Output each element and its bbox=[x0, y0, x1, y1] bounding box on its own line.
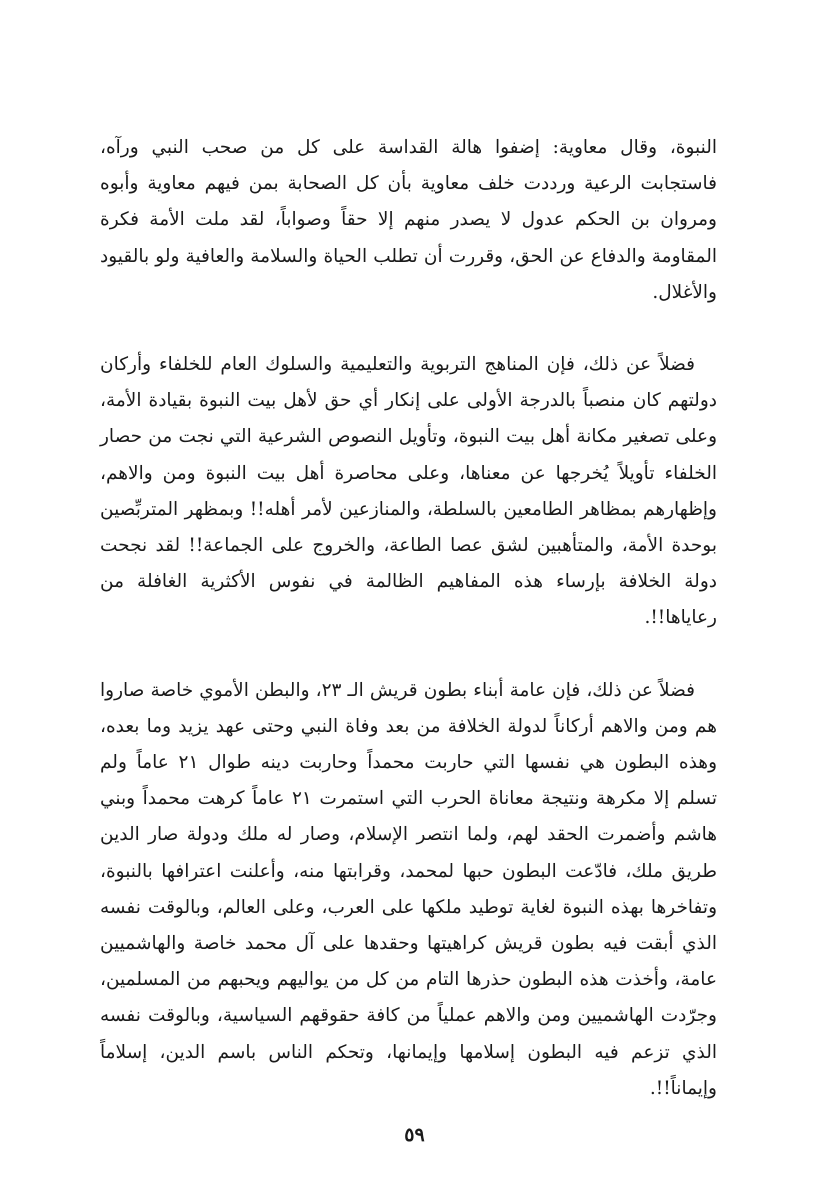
paragraph-2: فضلاً عن ذلك، فإن المناهج التربوية والتعليمية والسلوك العام للخلفاء وأركان دولتهم كان منصباً بالدرجة الأولى على إنكار أي حق لأهل بيت النبوة بقيادة الأمة، وعلى تصغير مكانة أهل بيت النبوة، وتأويل النصوص الشرعية التي نجت من حصار الخلفاء تأويلاً يُخرجها عن معناها، وعلى محاصرة أهل بيت النبوة ومن والاهم، وإظهارهم بمظاهر الطامعين بالسلطة، والمنازعين لأمر أهله!! وبمظهر المتربِّصين بوحدة الأمة، والمتأهبين لشق عصا الطاعة، والخروج على الجماعة!! لقد نجحت دولة الخلافة بإرساء هذه المفاهيم الظالمة في نفوس الأكثرية الغافلة من رعاياها!!. bbox=[100, 354, 717, 629]
paragraph-1: النبوة، وقال معاوية: إضفوا هالة القداسة على كل من صحب النبي ورآه، فاستجابت الرعية ورددت خلف معاوية بأن كل الصحابة بمن فيهم معاوية وأبوه ومروان بن الحكم عدول لا يصدر منهم إلا حقاً وصواباً، لقد ملت الأمة فكرة المقاومة والدفاع عن الحق، وقررت أن تطلب الحياة والسلامة والعافية ولو بالقيود والأغلال. bbox=[100, 137, 717, 303]
page-number: ٥٩ bbox=[404, 1124, 425, 1146]
page-body bbox=[100, 130, 717, 1107]
paragraph-3: فضلاً عن ذلك، فإن عامة أبناء بطون قريش الـ ٢٣، والبطن الأموي خاصة صاروا هم ومن والاهم أركاناً لدولة الخلافة من بعد وفاة النبي وحتى عهد يزيد وما بعده، وهذه البطون هي نفسها التي حاربت محمداً وحاربت دينه طوال ٢١ عاماً ولم تسلم إلا مكرهة ونتيجة معاناة الحرب التي استمرت ٢١ عاماً كرهت محمداً وبني هاشم وأضمرت الحقد لهم، ولما انتصر الإسلام، وصار له ملك ودولة صار الدين طريق ملك، فادّعت البطون حبها لمحمد، وقرابتها منه، وأعلنت اعترافها بالنبوة، وتفاخرها بهذه النبوة لغاية توطيد ملكها على العرب، وعلى العالم، وبالوقت نفسه الذي أبقت فيه بطون قريش كراهيتها وحقدها على آل محمد خاصة والهاشميين عامة، وأخذت هذه البطون حذرها التام من كل من يواليهم ويحبهم من المسلمين، وجرّدت الهاشميين ومن والاهم عملياً من كافة حقوقهم السياسية، وبالوقت نفسه الذي تزعم فيه البطون إسلامها وإيمانها، وتحكم الناس باسم الدين، إسلاماً وإيماناً!!. bbox=[100, 679, 717, 1099]
